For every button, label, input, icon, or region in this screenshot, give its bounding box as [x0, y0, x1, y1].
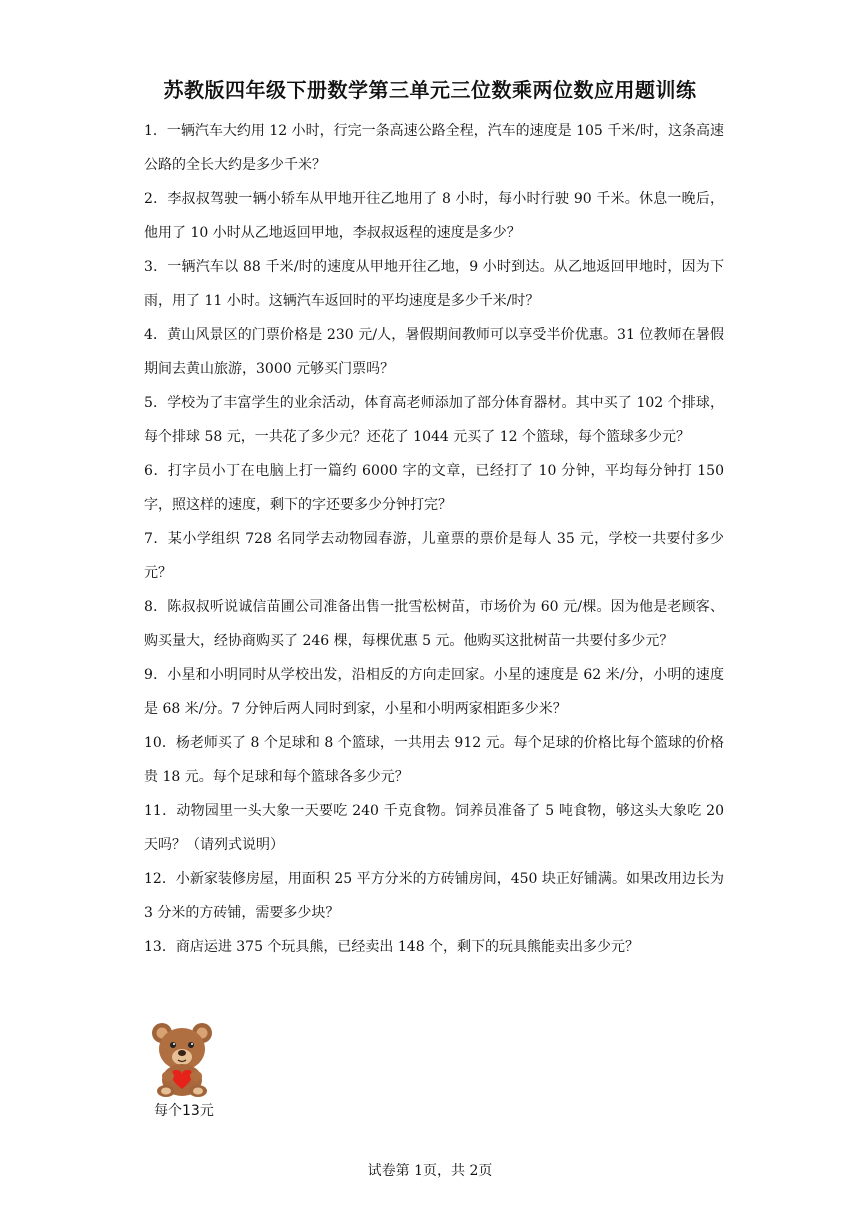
teddy-bear-icon [146, 1020, 218, 1098]
page-footer: 试卷第 1页，共 2页 [367, 1163, 493, 1179]
question-13: 13．商店运进 375 个玩具熊，已经卖出 148 个，剩下的玩具熊能卖出多少元？ [144, 939, 640, 955]
question-2: 2．李叔叔驾驶一辆小轿车从甲地开往乙地用了 8 小时，每小时行驶 90 千米。休息一晚后，他用了 10 小时从乙地返回甲地，李叔叔返程的速度是多少？ [144, 191, 724, 241]
bear-price-label: 每个13元 [154, 1103, 214, 1119]
question-3: 3．一辆汽车以 88 千米/时的速度从甲地开往乙地，9 小时到达。从乙地返回甲地时，因为下雨，用了 11 小时。这辆汽车返回时的平均速度是多少千米/时？ [144, 259, 724, 309]
question-8: 8．陈叔叔听说诚信苗圃公司准备出售一批雪松树苗，市场价为 60 元/棵。因为他是老顾客、购买量大，经协商购买了 246 棵，每棵优惠 5 元。他购买这批树苗一共要付多少元？ [144, 599, 724, 649]
question-6: 6．打字员小丁在电脑上打一篇约 6000 字的文章，已经打了 10 分钟，平均每分钟打 150 字，照这样的速度，剩下的字还要多少分钟打完？ [144, 463, 724, 513]
question-9: 9．小星和小明同时从学校出发，沿相反的方向走回家。小星的速度是 62 米/分，小明的速度是 68 米/分。7 分钟后两人同时到家，小星和小明两家相距多少米？ [144, 667, 724, 717]
question-7: 7．某小学组织 728 名同学去动物园春游，儿童票的票价是每人 35 元，学校一共要付多少元？ [144, 531, 724, 581]
question-11: 11．动物园里一头大象一天要吃 240 千克食物。饲养员准备了 5 吨食物，够这头大象吃 20 天吗？（请列式说明） [144, 803, 724, 853]
bear-figure [146, 1020, 226, 1120]
question-1: 1．一辆汽车大约用 12 小时，行完一条高速公路全程，汽车的速度是 105 千米/时，这条高速公路的全长大约是多少千米？ [144, 123, 724, 173]
question-4: 4．黄山风景区的门票价格是 230 元/人，暑假期间教师可以享受半价优惠。31 位教师在暑假期间去黄山旅游，3000 元够买门票吗？ [144, 327, 724, 377]
question-12: 12．小新家装修房屋，用面积 25 平方分米的方砖铺房间，450 块正好铺满。如果改用边长为 3 分米的方砖铺，需要多少块？ [144, 871, 724, 921]
question-5: 5．学校为了丰富学生的业余活动，体育高老师添加了部分体育器材。其中买了 102 个排球，每个排球 58 元，一共花了多少元？还花了 1044 元买了 12 个篮球，每个篮球多少元？ [144, 395, 724, 445]
question-10: 10．杨老师买了 8 个足球和 8 个篮球，一共用去 912 元。每个足球的价格比每个篮球的价格贵 18 元。每个足球和每个篮球各多少元？ [144, 735, 724, 785]
question-list [144, 114, 724, 964]
page-title: 苏教版四年级下册数学第三单元三位数乘两位数应用题训练 [163, 78, 697, 102]
